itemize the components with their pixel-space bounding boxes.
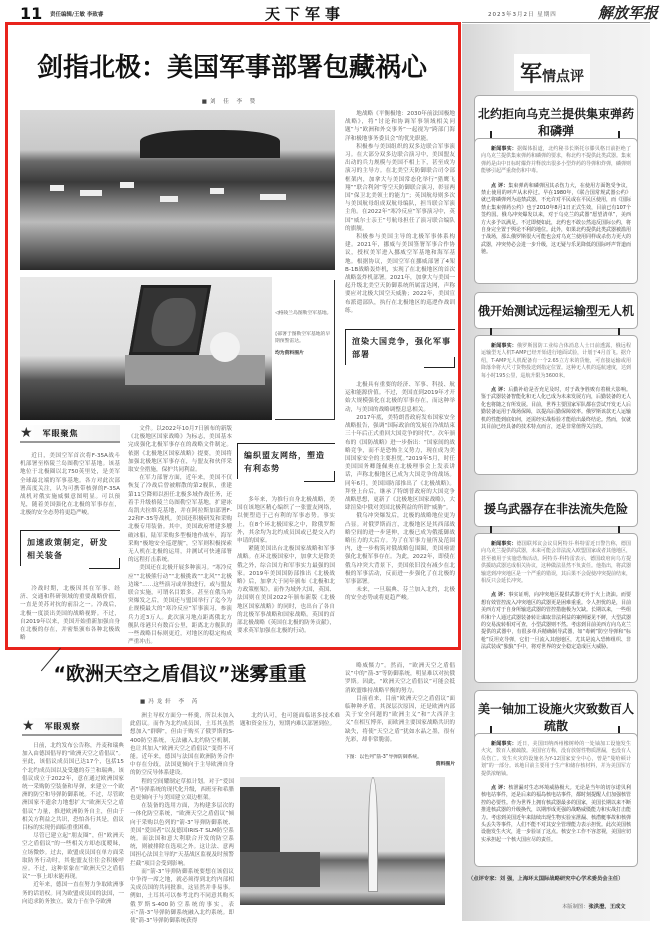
mesa-shape	[140, 130, 280, 158]
comment-label: 点 评：	[491, 592, 509, 599]
article-column-1b	[20, 585, 120, 645]
paragraph: 紧随美国出台北极国家战略和军事战略。在环北极国家中，加拿大是除美俄之外，综合国力和军事实力最强的国家。2019年美国国防部推出《北极战略》后，加拿大于同年颁布《北极和北方政策框架》。而作为域外大国，英国、法国则在美国2022年颁布新版《北极地区国家战略》的同时，也出台了各自的北极军事战略和国家战略。英国的首部北极战略《英国在北极的防务贡献》，要求英军加强在北极的行动。	[237, 546, 335, 635]
news-fact	[481, 541, 631, 585]
fact-text: 德国联邦议会议员阿特芬·科特雷近日警告称，德国向乌克兰提供的武器，未来可能会非法流入欧盟国家或者其他地区，甚至被用于实施恐怖活动。阿特芬·科特雷表示，德国政府向乌方提供援助武器达成相关协议，这种做法显然不负责任。他指出，将武器输送到冲突地区是一个严重的错误，其后果不会促使冲突提前结束，相反只会延长冲突。	[481, 541, 632, 585]
card-body	[474, 533, 638, 683]
graphics-credit	[562, 902, 626, 910]
card-title[interactable]: 美一铀加工设施火灾致数百人疏散	[474, 690, 638, 744]
fact-label: 新闻事实：	[491, 146, 517, 152]
article-column-1a	[20, 452, 120, 518]
card-title[interactable]: 援乌武器存在非法流失危险	[474, 490, 638, 527]
comment-text: 核泄漏对生态环境威胁极大。无论是当年的切尔诺贝利核电站事件，还是后来的福岛核电站事件，都时刻提醒人们加强核管控的必要性。作为世界上拥有核武器最多的国家，美国长期以来不断推进核武器的升级换代，以期形成更强的战略威慑能力和实战打击能力。考虑到美国近年来陆续出现生物实验室泄漏、核潜艇事故和核弹头丢失等事件，人们不能不对其安全管理能力表示担忧。此次美国核设施发生火灾，进一步验证了这点。核安全工作不容忽视，美国应切实承担起一个核大国应尽的责任。	[481, 785, 632, 843]
article-headline-2[interactable]: “欧洲天空之盾倡议”迷雾重重	[53, 663, 307, 685]
card-body	[474, 335, 638, 475]
paragraph: 2017年底，美特朗普政府发布国家安全战略报告，强调“国际政治的发展在冷战结束三十年后正式重回大国竞争的时代”。次年颁布的《国防战略》进一步指出：“国家间的战略竞争，而不是恐怖主义势力，现在成为美国国家安全的主要担忧。”2019年5月，时任美国国务卿蓬佩奥在北极理事会上发表讲话，声称北极地区已成为大国竞争的战场。同年6月，美国国防部推出了《北极战略》。拜登上台后，继承了特朗普政府的大国竞争战略思想，更新了《北极地区国家战略》，大肆渲染中俄对美国北极利益的所谓“威胁”。	[345, 414, 455, 512]
comment	[481, 592, 631, 651]
paragraph: 积极参与美国组织的双多边联合军事演习。在大部分双多边联合演习中，美国盟友出动的兵力规模与美国不相上下，甚至成为演习的主导方。在北美空天防御联合司令部框架内，加拿大与美国常态化举行“猎鹰飞翔”“联合利剑”等空天防御联合演习，彰显两国“保卫北美领土的能力”；英国航母则多次与美国航母组成双航母编队，担当联合军演主角。在2022年“寒冷反应”军事演习中，英国“威尔士亲王”号航母担任了演习联合编队的旗舰。	[345, 143, 455, 232]
comment-label: 点 评：	[491, 785, 509, 792]
fact-label: 新闻事实：	[491, 741, 517, 747]
article2-column-3	[240, 712, 340, 770]
article-byline: ■刘 佳 李 赞	[201, 99, 259, 105]
sidebar-title-big: 军	[520, 62, 543, 87]
photo-caption	[345, 754, 455, 768]
photo-caption-2: ◊部署于图勒空军基地的早期预警雷达。	[275, 332, 331, 344]
truck	[240, 852, 320, 887]
radar-photo	[20, 277, 272, 420]
paragraph: 日前，北约发布公告称，丹麦和瑞典加入由德国倡导的“欧洲天空之盾倡议”。至此，该倡议成员国已达17个，包括15个北约成员国以及受邀的芬兰和瑞典。该倡议成立于2022年，意在通过欧洲国家统一采购防空装备和导弹，来建立一个欧洲的防空和导弹防御系统。不过，尽管欧洲国家不遗余力地想扩大“欧洲天空之盾倡议”力量，推进欧洲防务自主，但由于相关方利益之共识，恐怕各行其是，倡议目标的实现仍面临重重困难。	[22, 743, 124, 832]
paragraph: 多年来，为推行自身北极战略，美国在该地区精心编织了一张盟友网络，以便塑造于己有利的军事态势。事实上，在8个环北极国家之中，除俄罗斯外，其余均为北约成员国或已提交入约申请的国家。	[237, 497, 335, 545]
building	[80, 190, 102, 196]
article2-column-2	[130, 712, 234, 925]
expert-note: （点评专家：刘 强，上海环太国际战略研究中心学术委员会主任）	[468, 876, 624, 882]
fact-label: 新闻事实：	[491, 343, 517, 349]
fact-text: 俄罗斯国防工业综合体消息人士日前透露，俄远程运输型无人机T-AMP已经开始进行地面试验，计划于4月首飞。据介绍，T-AMP无人机配备有一个2.65立方米的货舱，可直接运输或用降落伞将大尺寸货物投送到指定位置。这种无人机的巡航速度，达到每小时195公里，巡航升限为3600米。	[481, 343, 632, 379]
paragraph: 近日，美国空军首次将F-35A战斗机部署至格陵兰岛图勒空军基地。该基地位于北极圈以北750英里处，是美军全球最北端的军事基地。各方对此次部署高度关注，认为可携带核弹的F-35A战机对俄实施威慑意图明显。可以预见，随着美国强化在北极的军事存在，北极的安全态势将更趋严峻。	[20, 453, 120, 517]
comment	[481, 183, 631, 257]
paragraph: 北极具有重要的经济、军事、科技、航运和能源价值。不过，美国直到2019年才开始大规模强化在北极的军事存在，而这种举动，与美国的战略调整息息相关。	[345, 382, 455, 413]
comment-text: 后勤补给是否充足及时，对于战争胜败有着极大影响。鉴于武器装备智能化和无人化已成为未来发展方向，后勤装备的无人化也将随之有所发展。目前，世界主要国家军队都在尝试开发无人后勤装备运用于战场保障，以提高后勤保障效率。俄罗斯该款无人运输机的性能到底如何，还需经实战检验才能给出最终结论。然而，仅就其目前已经具备的技术特点而言，还是非常值得关注的。	[481, 387, 632, 431]
subheading: 渲染大国竞争，强化军事部署	[345, 329, 455, 365]
section-header-observe	[22, 718, 122, 736]
paragraph: 未来，一旦瑞典、芬兰加入北约，北极的安全态势或将更趋严峻。	[345, 587, 455, 602]
comment-label: 点 评：	[491, 182, 509, 189]
newspaper-logo: 解放军报	[598, 4, 659, 22]
graphics-names: 张洪澄、王成文	[588, 904, 626, 910]
radome	[210, 332, 240, 362]
paragraph: 程的空间耀制定草拟计划。对于“爱国者”导弹系统的现代化升级，西班牙和希腊也更倾向于与美国建立双边框架。	[130, 778, 234, 802]
paragraph: 在军力部署方面，近年来，美国不仅恢复了冷战后曾被解散的第2舰队，重建第11空降师以担任北极多域作战任务，还着手升级格陵兰岛图勒空军基地，扩建冰岛凯夫拉维克基地，并在阿拉斯加部署F-22和F-35等战机。美国还积极研发和采购北极专用装备。其中，美国政府增建多艘破冰船，陆军采购多型极地作战车，海军采购“极地安全巡逻舰”，空军则积极探索无人机在北极的运用，并测试可快速部署的远程打击系统。	[128, 475, 232, 564]
paragraph: 文件。以2022年10月7日颁布的新版《北极地区国家战略》为标志，美国基本完成强化北极军事存在的战略文件制定。依据《北极地区国家战略》提要，美国将加强北极地区军事存在，与盟友和伙伴采取安全措施，保护共同利益。	[128, 426, 232, 474]
arctic-base-photo	[20, 110, 335, 270]
photo-credit: 资料图片	[435, 762, 455, 767]
photo-credit: 均为资料图片	[275, 351, 304, 356]
paragraph: 冷战时期，北极因其在军事、经济、交通和科研领域的重要战略价值，一直是美苏对抗的前沿之一。冷战后，北极一度淡出美国的战略视野。不过，自2019年以来，美国开始重新加强自身在北极的存在，并密集颁布各种北极战略	[20, 586, 120, 642]
comment-label: 点 评：	[491, 387, 509, 394]
paragraph: 俄乌冲突爆发后，北极的战略地位更为凸显。对俄罗斯而言，北极地区是其西部战略空间的进一步延伸，北极已成为俄抵御战略压力的大后方。为了在军事力量所及范围内，进一步构筑对俄战略包围圈，美国亟需强化北极军事存在。为此，2022年，即使在俄乌冲突大背景下，美国依旧没有减少在北极的军事活动，反而进一步强化了在北极的军事部署。	[345, 513, 455, 585]
graphics-label: 本版制图：	[562, 904, 589, 910]
fact-text: 据媒体报道，北约秘书长斯托尔滕贝格日前拒绝了向乌克兰提供集束弹药和磷弹的要求，称北约不提供此类武器。集束弹药是由中日标时爆炸并释放出很多小型炸药的导弹和炸弹，磷弹则能够引起严重烧伤和中毒。	[481, 146, 632, 175]
article-column-4	[345, 110, 455, 646]
paragraph: 在装备的选用方面，为构建多层次的一体化防空系统，“欧洲天空之盾倡议”倾向于采购以色列的“箭-3”导弹防御系统、美国“爱国者”以及德国IRIS-T SLM防空系统。而法国和意大利联合开发的防空系统，则被排除在选项之外。这让法、意两国担心法国主导的“天基战区监视及时预警拦截”项目会受到影响。	[130, 803, 234, 867]
article2-column-1	[22, 742, 124, 907]
radar-array	[148, 298, 198, 346]
paragraph: 而“箭-3”导弹防御系统要想在该倡议中争得一席之地，就必须得到北约内部相关成员国的共同批准，这显然并非易事。例如，土耳其可以参考北约不同意其购买俄罗斯S-400防空系统的事实，表示“箭-3”导弹防御系统融入北约系统。即使“箭-3”导弹防御系统获得	[130, 868, 234, 925]
news-fact	[481, 343, 631, 380]
paragraph: 近年来，德国一直在努力争取欧洲事务的话语权。同为欧盟成员国的法国，一向追求防务独立，致力于在争夺欧洲	[22, 882, 124, 905]
section-label: 军眼聚焦	[42, 428, 79, 438]
header-divider	[462, 22, 650, 23]
building	[210, 188, 224, 194]
missile-defense-photo	[240, 777, 445, 905]
section-header-focus	[20, 425, 120, 443]
radar-building	[129, 285, 211, 355]
editors: 责任编辑/王敏 李致睿	[50, 12, 104, 18]
paragraph: 略威慑力”。然而，“欧洲天空之盾倡议”中的“箭-3”等防御系统，明显难以对抗俄罗斯。因此，“欧洲天空之盾倡议”可能会抵消欧盟维持战略平衡的努力。	[345, 663, 455, 694]
star-icon: ★	[22, 718, 35, 734]
fact-label: 新闻事实：	[491, 541, 517, 547]
comment	[481, 785, 631, 844]
radar-base	[125, 355, 265, 385]
fact-text: 近日，美国田纳西州橡树岭的一处铀加工设施发生火灾，数百人被疏散。美国官方称，没有放射性物质泄漏，也没有人员伤亡。发生火灾的设施名为Y-12国家安全中心，曾是“曼哈顿计划”的一部分。该地目前主要用于生产和储存核材料，并为美国军方提供浓缩铀。	[481, 741, 632, 777]
card-title[interactable]: 北约拒向乌克兰提供集束弹药和磷弹	[474, 95, 638, 149]
column-4-part-a	[345, 110, 455, 315]
building	[260, 194, 286, 200]
caption-text: 下图：以色列“箭-3”导弹防御系统。	[345, 755, 422, 760]
comment-text: 事实证明，向冲突地区提供武器无异于火上浇油。而要想有效管控流入冲突地区的武器更是困难重重。令人担忧的是，目前美西方对于自身所输送武器的管控措施极为欠缺。长期以来，一些组织和个人通过武器装备转让谋取非法利益的案例屡见不鲜，大型武器的交易流转相对可查，小型武器则不然。考虑到目前美西方向乌克兰提供的武器中，有很多单兵精确制导武器，如“毒刺”防空导弹和“标枪”反坦克导弹，它们一旦流入其他地区，尤其是流入恐怖组织、非法武装或“独狼”手中，将对世界的安全稳定造成巨大威胁。	[481, 592, 632, 651]
subheading: 加速政策制定，研发相关装备	[20, 530, 120, 566]
sidebar-title	[514, 54, 590, 91]
card-title[interactable]: 俄开始测试远程运输型无人机	[474, 292, 638, 329]
photo-caption-1: ◁格陵兰岛图勒空军基地。	[275, 311, 332, 316]
article2-column-4	[345, 662, 455, 752]
page-number: 11	[20, 4, 43, 23]
paragraph: 尽管已建立起“朋友圈”，但“欧洲天空之盾倡议”的一些相关方却态度暧昧，立场微妙。过去，欧盟成员国在单方面采取防务行动时，其他盟友往往会积极呼应。不过，这种景象在“欧洲天空之盾倡议”一事上却未能再现。	[22, 833, 124, 881]
section-label: 军眼观察	[44, 721, 81, 731]
photo-caption-box	[275, 280, 335, 420]
paragraph: 洲主导权方面分一杯羹，所以未加入此倡议。而作为北约成员国，土耳其虽然想加入“群聊”，但由于购买了俄罗斯的S-400防空系统，无法融入北约防空机制，也让其加入“欧洲天空之盾倡议”变得不可能。近年来，德国与法国在欧洲防务合作中存在分歧，法国更倾向于主导欧洲自身的防空反导体系建设。	[130, 713, 234, 777]
paragraph: 美国还在北极开展多种演习。“寒冷反应”“北极熊行动”“北极挑战”“北风”“北极边缘”……这些演习或单独进行，或与盟友联合实施，可谓名目繁多。甚至在俄乌冲突爆发之后，美国还与盟国举行了迄今为止规模最大的“寒冷反应”军事演习，参演兵力近3万人。此次演习地点距离俄北方舰队母港只有数百公里，距离北方舰队的一些战略目标则更近，对地区的稳定构成严重冲击。	[128, 565, 232, 646]
star-icon: ★	[20, 425, 33, 441]
article-byline-2: ■冯龙轩 李 芮	[140, 699, 201, 705]
building	[50, 185, 64, 191]
article-headline[interactable]: 剑指北极：美国军事部署包藏祸心	[36, 53, 427, 83]
card-body	[474, 138, 638, 284]
card-body	[474, 733, 638, 867]
article-column-3	[237, 496, 335, 646]
comment	[481, 387, 631, 431]
news-fact	[481, 146, 631, 176]
building	[160, 196, 178, 202]
missile	[368, 777, 378, 892]
paragraph: 北约认可，也可能面临诸多技术难题和资金压力，短期内难以部署到位。	[240, 713, 340, 728]
subheading: 编织盟友网络，塑造有利态势	[237, 443, 335, 479]
paragraph: 地战略《平衡极地：2030年前法国极地战略》，将“讨论和协调军事领域相关问题”与“欧洲和外交事务”一起视为“跨部门海洋和极地事务委员会”的优先职能。	[345, 111, 455, 142]
column-4-part-b	[345, 381, 455, 602]
sidebar-title-small: 情点评	[542, 69, 585, 85]
news-fact	[481, 741, 631, 778]
paragraph: 目前看来，目前“欧洲天空之盾倡议”面临种种矛盾，其深层次原因，还是欧洲内部关于安全问题的“欧洲主义”和“大西洋主义”在相互博弈，而欧洲主要国家战略共识的缺失，将使“天空之盾”犹如水晶之墨，很有光彩，却非常脆弱。	[345, 695, 455, 743]
paragraph: 积极参与美国主导的北极军事体系构建。2021年，挪威与美国签署军事合作协议，授权美军进入挪威空军基地和海军基地。根据协议，美国空军在挪威部署了4架B-1B战略轰炸机，实现了在北极地区的首次战略轰炸机部署。2021年，加拿大与美国一起升级北美空天防御系统所属雷达网，声称要应对北极大国空天威胁；2022年，美国宣布派遣部队，执行在北极地区的巡逻作战训练。	[345, 234, 455, 314]
building	[120, 182, 134, 188]
section-title: 天下军事	[265, 5, 346, 23]
comment-text: 集束弹药和磷弹因其杀伤力大，在使用方面饱受争议，禁止使用的呼声从未停过。早在1980年，《联合国常规武器公约》就已将磷弹列为违禁武器，不允许对平民或在平民区使用，而《国际禁止集束弹药公约》也于2010年8月1日正式生效，目前已有107个签约国。俄乌冲突爆发以来，对于乌克兰的武器“愿望清单”，美西方大多予以满足。不过即便如此，北约也不敢公然违反国际公约，将自身完全置于舆论不利的地位。此外，如果北约提供此类武器被滥用于战场，那么俄罗斯很大可能也会对乌克兰使用同样或杀伤力更大的武器，冲突势必会进一步升级，这无疑与乐见降低的国际呼声背道而驰。	[481, 182, 632, 256]
issue-date: 2023年3月2日 星期四	[488, 12, 557, 18]
commentary-sidebar	[462, 24, 650, 921]
article-column-2	[128, 425, 232, 645]
